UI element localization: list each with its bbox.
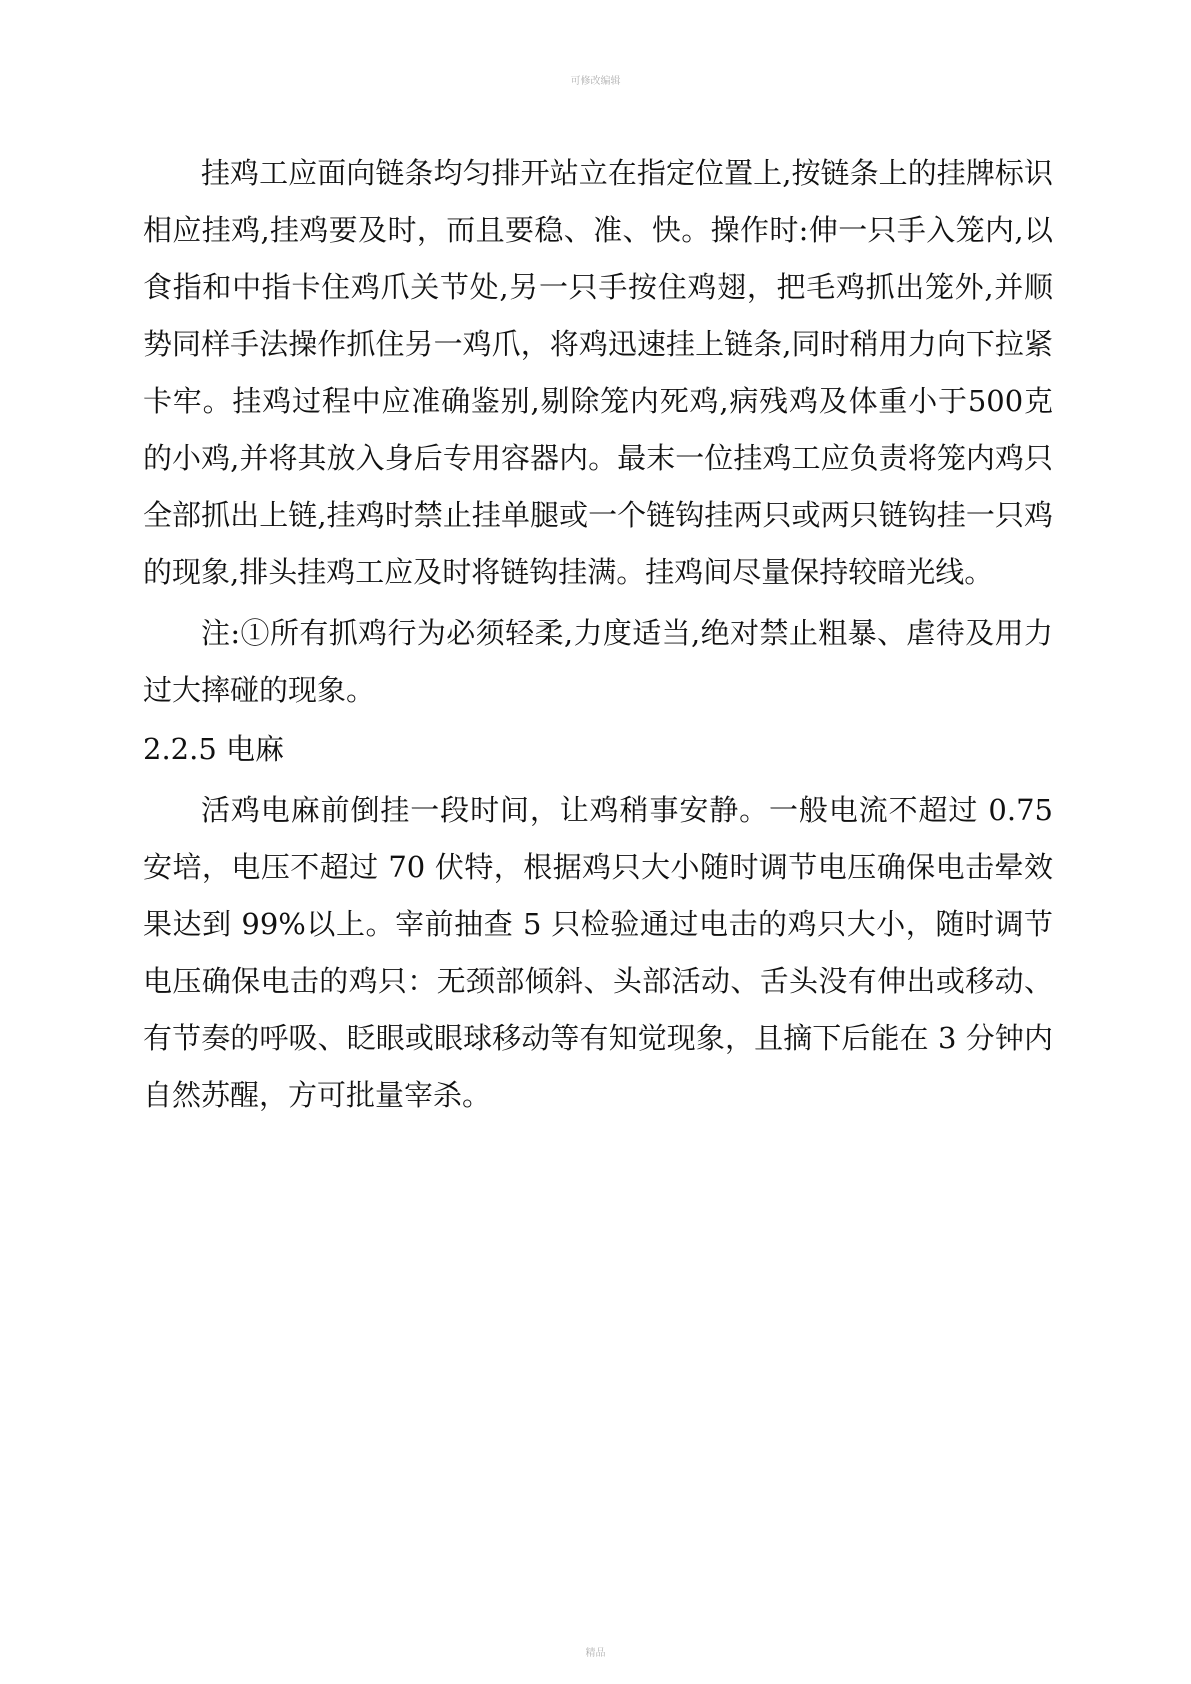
document-body	[143, 145, 1053, 1124]
page-header-note: 可修改编辑	[570, 76, 621, 87]
paragraph-hanging-chickens: 挂鸡工应面向链条均匀排开站立在指定位置上,按链条上的挂牌标识相应挂鸡,挂鸡要及时，而且要稳、准、快。操作时:伸一只手入笼内,以食指和中指卡住鸡爪关节处,另一只手按住鸡翅，把毛鸡抓出笼外,并顺势同样手法操作抓住另一鸡爪，将鸡迅速挂上链条,同时稍用力向下拉紧卡牢。挂鸡过程中应准确鉴别,剔除笼内死鸡,病残鸡及体重小于500克的小鸡,并将其放入身后专用容器内。最末一位挂鸡工应负责将笼内鸡只全部抓出上链,挂鸡时禁止挂单腿或一个链钩挂两只或两只链钩挂一只鸡的现象,排头挂鸡工应及时将链钩挂满。挂鸡间尽量保持较暗光线。	[143, 156, 1053, 589]
paragraph-electric-stunning: 活鸡电麻前倒挂一段时间，让鸡稍事安静。一般电流不超过 0.75 安培，电压不超过 70 伏特，根据鸡只大小随时调节电压确保电击晕效果达到 99%以上。宰前抽查 5 只检验通过电击的鸡只大小，随时调节电压确保电击的鸡只：无颈部倾斜、头部活动、舌头没有伸出或移动、有节奏的呼吸、眨眼或眼球移动等有知觉现象，且摘下后能在 3 分钟内自然苏醒，方可批量宰杀。	[143, 793, 1053, 1112]
note-paragraph: 注:①所有抓鸡行为必须轻柔,力度适当,绝对禁止粗暴、虐待及用力过大摔碰的现象。	[143, 616, 1053, 707]
page-footer-note: 精品	[585, 1648, 606, 1659]
section-heading: 2.2.5 电麻	[143, 732, 285, 766]
